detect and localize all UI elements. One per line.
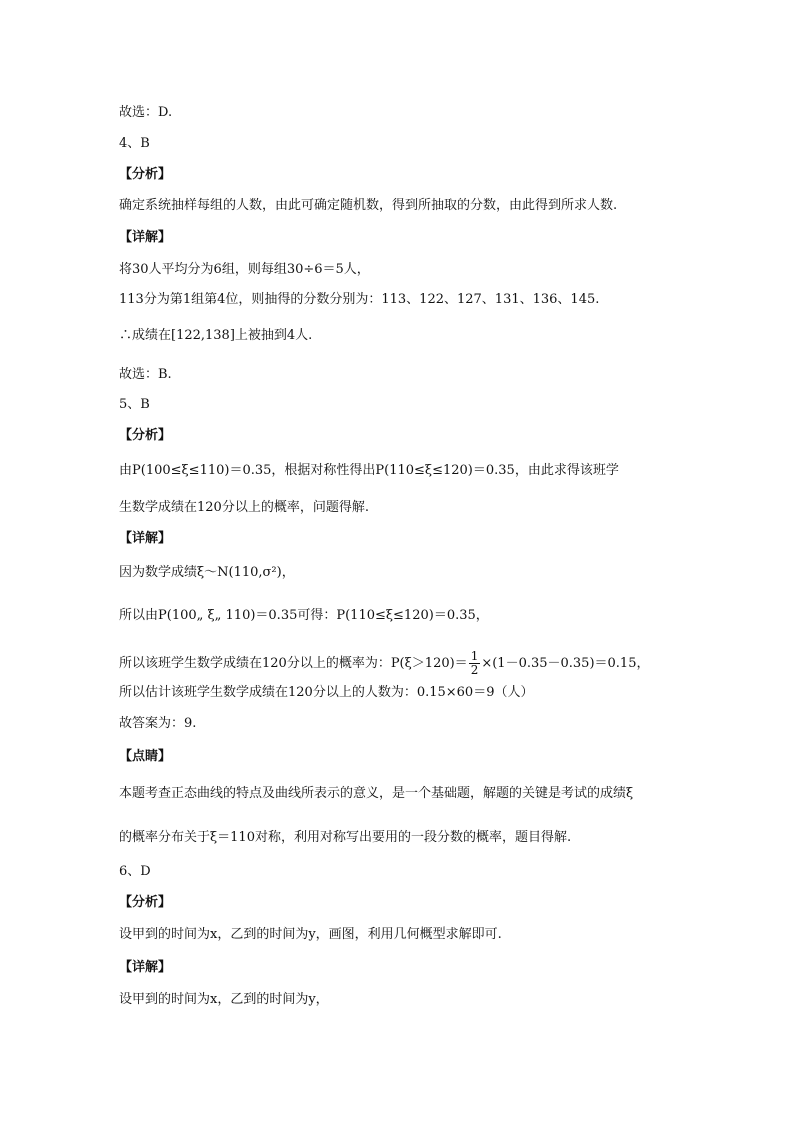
text-line: 所以估计该班学生数学成绩在120分以上的人数为：0.15×60＝9（人） (119, 685, 534, 700)
text-segment: ×(1－0.35－0.35)＝0.15， (481, 656, 650, 671)
text-line: 将30人平均分为6组，则每组30÷6＝5人， (119, 262, 370, 277)
fraction-denominator: 2 (470, 663, 479, 677)
text-line: 设甲到的时间为x，乙到的时间为y， (119, 992, 329, 1007)
text-line: 所以由P(100„ ξ„ 110)＝0.35可得：P(110≤ξ≤120)＝0.35， (119, 608, 489, 623)
fraction-numerator: 1 (470, 649, 479, 663)
section-heading-analysis: 【分析】 (119, 895, 172, 910)
section-heading-analysis: 【分析】 (119, 167, 172, 182)
text-line: 生数学成绩在120分以上的概率，问题得解. (119, 500, 369, 515)
text-segment: 所以该班学生数学成绩在120分以上的概率为：P(ξ＞120)＝ (119, 656, 468, 671)
section-heading-detail: 【详解】 (119, 531, 172, 546)
question-number: 4、B (119, 136, 150, 151)
text-line: 113分为第1组第4位，则抽得的分数分别为：113、122、127、131、136、145. (119, 292, 600, 307)
text-line: 确定系统抽样每组的人数，由此可确定随机数，得到所抽取的分数，由此得到所求人数. (119, 198, 618, 213)
answer-line: 故选：B. (119, 367, 172, 382)
section-heading-analysis: 【分析】 (119, 428, 172, 443)
text-line: ∴成绩在[122,138]上被抽到4人. (119, 328, 313, 343)
text-line: 的概率分布关于ξ＝110对称，利用对称写出要用的一段分数的概率，题目得解. (119, 830, 572, 845)
text-line: 设甲到的时间为x，乙到的时间为y，画图，利用几何概型求解即可. (119, 927, 502, 942)
text-line: 因为数学成绩ξ～N(110,σ²)， (119, 565, 295, 580)
text-line: 本题考查正态曲线的特点及曲线所表示的意义，是一个基础题，解题的关键是考试的成绩ξ (119, 786, 634, 801)
text-line: 由P(100≤ξ≤110)＝0.35，根据对称性得出P(110≤ξ≤120)＝0.35，由此求得该班学 (119, 463, 619, 478)
section-heading-detail: 【详解】 (119, 230, 172, 245)
section-heading-detail: 【详解】 (119, 960, 172, 975)
question-number: 5、B (119, 397, 150, 412)
answer-line: 故答案为：9. (119, 716, 197, 731)
section-heading-tips: 【点睛】 (119, 749, 172, 764)
question-number: 6、D (119, 864, 151, 879)
answer-line: 故选：D. (119, 105, 173, 120)
text-line-with-fraction (119, 650, 649, 677)
fraction (469, 650, 481, 677)
